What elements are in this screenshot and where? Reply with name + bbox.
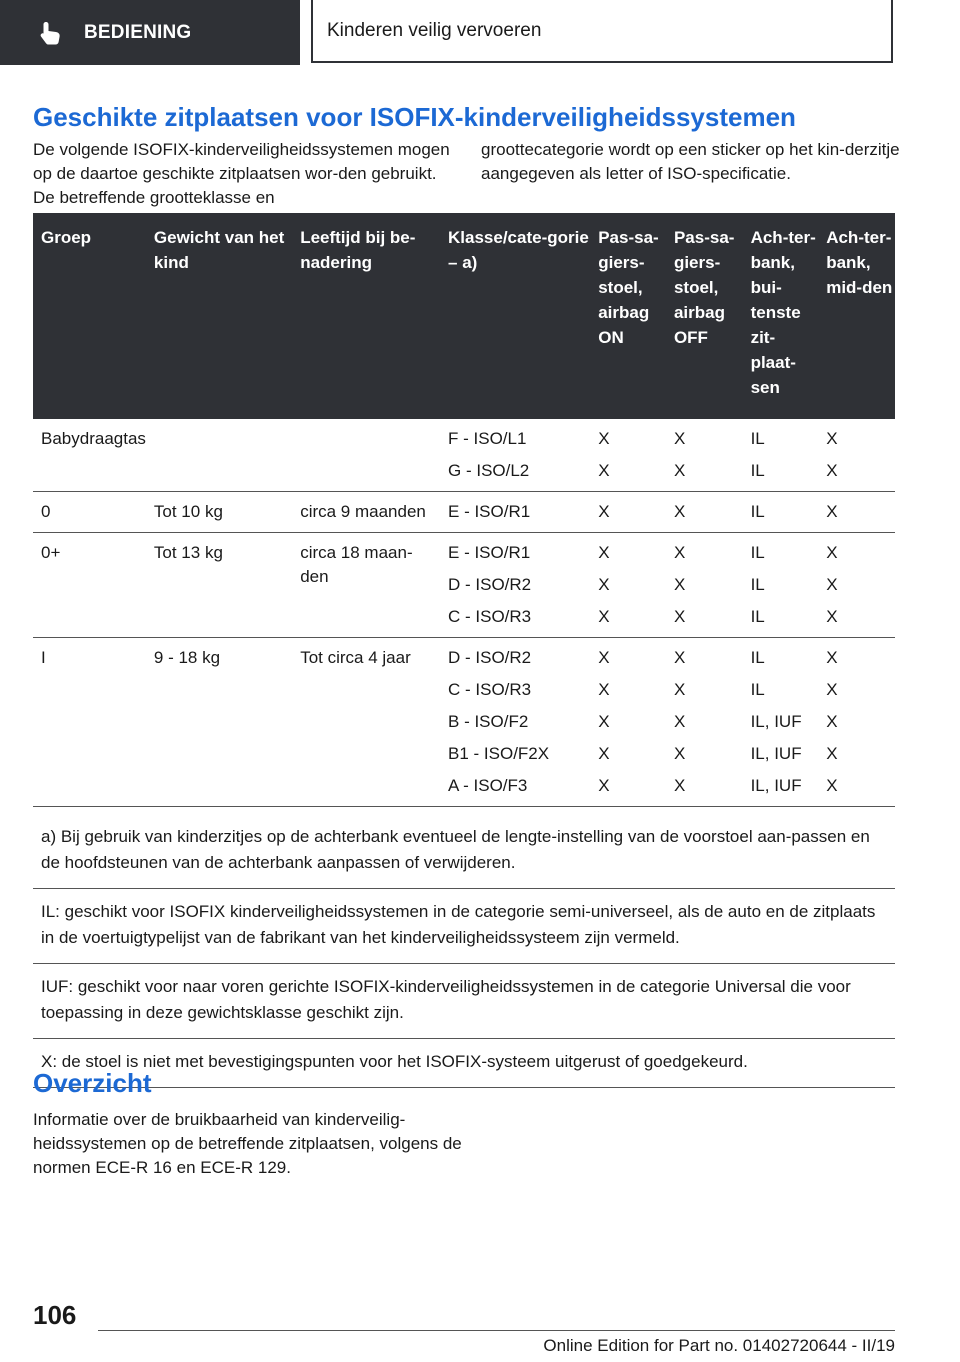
cell-airbag-off <box>666 638 743 807</box>
suitability-value: X <box>673 461 686 480</box>
cell-age: circa 18 maan-den <box>300 543 413 586</box>
header-section-tab[interactable] <box>0 0 300 65</box>
intro-text-left: De volgende ISOFIX-kinderveiligheidssystemen mogen op de daartoe geschikte zitplaatsen wor-den gebruikt. De betreffende grootteklasse en <box>33 140 450 207</box>
header-chapter-label: Kinderen veilig vervoeren <box>327 19 542 41</box>
suitability-value: X <box>598 575 610 594</box>
class-value: B1 - ISO/F2X <box>448 744 550 763</box>
cell-weight: Tot 10 kg <box>153 502 223 521</box>
column-header-airbag-off: Pas-sa-giers-stoel, airbag OFF <box>666 213 743 419</box>
suitability-value: X <box>826 776 838 795</box>
cell-airbag-on <box>590 419 666 492</box>
class-value: B - ISO/F2 <box>448 712 529 731</box>
suitability-value: IL <box>750 680 765 699</box>
class-value: C - ISO/R3 <box>448 607 532 626</box>
cell-rear-outer <box>743 533 819 638</box>
suitability-value: X <box>598 648 610 667</box>
suitability-value: IL, IUF <box>750 776 802 795</box>
column-header-weight: Gewicht van het kind <box>146 213 292 419</box>
cell-class <box>440 492 590 533</box>
suitability-value: X <box>826 680 838 699</box>
table-header-row <box>33 213 895 419</box>
page-number: 106 <box>33 1300 77 1330</box>
suitability-value: IL <box>750 429 765 448</box>
cell-rear-outer <box>743 638 819 807</box>
cell-rear-middle <box>818 492 895 533</box>
column-header-rear-outer: Ach-ter-bank, bui-tenste zit-plaat-sen <box>743 213 819 419</box>
suitability-value: IL <box>750 543 765 562</box>
class-value: C - ISO/R3 <box>448 680 532 699</box>
suitability-value: IL <box>750 461 765 480</box>
suitability-value: X <box>826 744 838 763</box>
cell-group: Babydraagtas <box>41 429 146 448</box>
cell-class <box>440 533 590 638</box>
suitability-value: X <box>673 712 686 731</box>
suitability-value: X <box>673 429 686 448</box>
suitability-value: IL, IUF <box>750 712 802 731</box>
suitability-value: X <box>673 607 686 626</box>
header-chapter-box <box>311 0 893 63</box>
hand-pointer-icon <box>38 20 64 46</box>
cell-rear-middle <box>818 419 895 492</box>
class-value: E - ISO/R1 <box>448 543 531 562</box>
class-value: D - ISO/R2 <box>448 575 532 594</box>
cell-airbag-on <box>590 533 666 638</box>
suitability-value: X <box>673 575 686 594</box>
cell-class <box>440 638 590 807</box>
footer-edition: Online Edition for Part no. 01402720644 - II/19 <box>543 1336 895 1355</box>
suitability-value: X <box>673 680 686 699</box>
suitability-value: IL, IUF <box>750 744 802 763</box>
overview-title: Overzicht <box>33 1068 152 1098</box>
suitability-value: IL <box>750 575 765 594</box>
suitability-value: X <box>826 648 838 667</box>
table-row <box>33 492 895 533</box>
cell-weight <box>146 419 292 492</box>
suitability-value: X <box>826 543 838 562</box>
column-header-age: Leeftijd bij be-nadering <box>292 213 440 419</box>
suitability-value: X <box>673 776 686 795</box>
suitability-value: X <box>598 461 610 480</box>
suitability-value: X <box>826 607 838 626</box>
cell-rear-middle <box>818 638 895 807</box>
suitability-value: X <box>673 502 686 521</box>
cell-airbag-on <box>590 638 666 807</box>
cell-rear-outer <box>743 492 819 533</box>
suitability-value: X <box>673 744 686 763</box>
suitability-value: IL <box>750 502 765 521</box>
cell-airbag-off <box>666 492 743 533</box>
class-value: D - ISO/R2 <box>448 648 532 667</box>
suitability-value: X <box>598 502 610 521</box>
note-x: X: de stoel is niet met bevestigingspunten voor het ISOFIX-systeem uitgerust of goedgekeurd. <box>33 1039 895 1088</box>
column-header-rear-middle: Ach-ter-bank, mid-den <box>818 213 895 419</box>
suitability-value: IL <box>750 607 765 626</box>
note-a: a) Bij gebruik van kinderzitjes op de achterbank eventueel de lengte-instelling van de voorstoel aan-passen en de hoofdsteunen van de achterbank aanpassen of verwijderen. <box>33 814 895 889</box>
footer-divider <box>98 1330 895 1331</box>
cell-group: I <box>41 648 46 667</box>
note-iuf: IUF: geschikt voor naar voren gerichte ISOFIX-kinderveiligheidssystemen in de categorie Universal die voor toepassing in deze gewichtsklasse geschikt zijn. <box>33 964 895 1039</box>
suitability-value: X <box>598 429 610 448</box>
section-title: Geschikte zitplaatsen voor ISOFIX-kinderveiligheidssystemen <box>33 102 796 132</box>
class-value: F - ISO/L1 <box>448 429 527 448</box>
overview-text: Informatie over de bruikbaarheid van kinderveilig-heidssystemen op de betreffende zitplaatsen, volgens de normen ECE-R 16 en ECE-R 129. <box>33 1110 462 1177</box>
suitability-value: X <box>826 502 838 521</box>
note-il: IL: geschikt voor ISOFIX kinderveiligheidssystemen in de categorie semi-universeel, als de auto en de zitplaats in de voertuigtypelijst van de fabrikant van het kinderveiligheidssysteem zijn vermeld. <box>33 889 895 964</box>
cell-airbag-on <box>590 492 666 533</box>
suitability-value: X <box>598 712 610 731</box>
suitability-value: X <box>673 648 686 667</box>
suitability-value: X <box>598 680 610 699</box>
table-row <box>33 638 895 807</box>
suitability-value: X <box>598 543 610 562</box>
isofix-seat-table <box>33 213 895 807</box>
suitability-value: X <box>826 712 838 731</box>
cell-weight: Tot 13 kg <box>153 543 223 562</box>
cell-group: 0+ <box>41 543 61 562</box>
intro-text-right: groottecategorie wordt op een sticker op het kin-derzitje aangegeven als letter of ISO-specificatie. <box>481 140 900 183</box>
cell-age: circa 9 maanden <box>300 502 426 521</box>
suitability-value: X <box>826 575 838 594</box>
table-notes <box>33 814 895 1088</box>
table-row <box>33 533 895 638</box>
column-header-class: Klasse/cate-gorie – a) <box>440 213 590 419</box>
suitability-value: X <box>598 744 610 763</box>
cell-rear-outer <box>743 419 819 492</box>
class-value: G - ISO/L2 <box>448 461 530 480</box>
table-row <box>33 419 895 492</box>
cell-age: Tot circa 4 jaar <box>300 648 411 667</box>
suitability-value: X <box>673 543 686 562</box>
cell-age <box>292 419 440 492</box>
cell-weight: 9 - 18 kg <box>153 648 221 667</box>
suitability-value: IL <box>750 648 765 667</box>
suitability-value: X <box>598 776 610 795</box>
class-value: A - ISO/F3 <box>448 776 528 795</box>
column-header-group: Groep <box>33 213 146 419</box>
column-header-airbag-on: Pas-sa-giers-stoel, airbag ON <box>590 213 666 419</box>
cell-class <box>440 419 590 492</box>
class-value: E - ISO/R1 <box>448 502 531 521</box>
cell-group: 0 <box>41 502 51 521</box>
suitability-value: X <box>598 607 610 626</box>
suitability-value: X <box>826 461 838 480</box>
suitability-value: X <box>826 429 838 448</box>
cell-rear-middle <box>818 533 895 638</box>
cell-airbag-off <box>666 419 743 492</box>
cell-airbag-off <box>666 533 743 638</box>
header-section-label: BEDIENING <box>84 21 192 43</box>
